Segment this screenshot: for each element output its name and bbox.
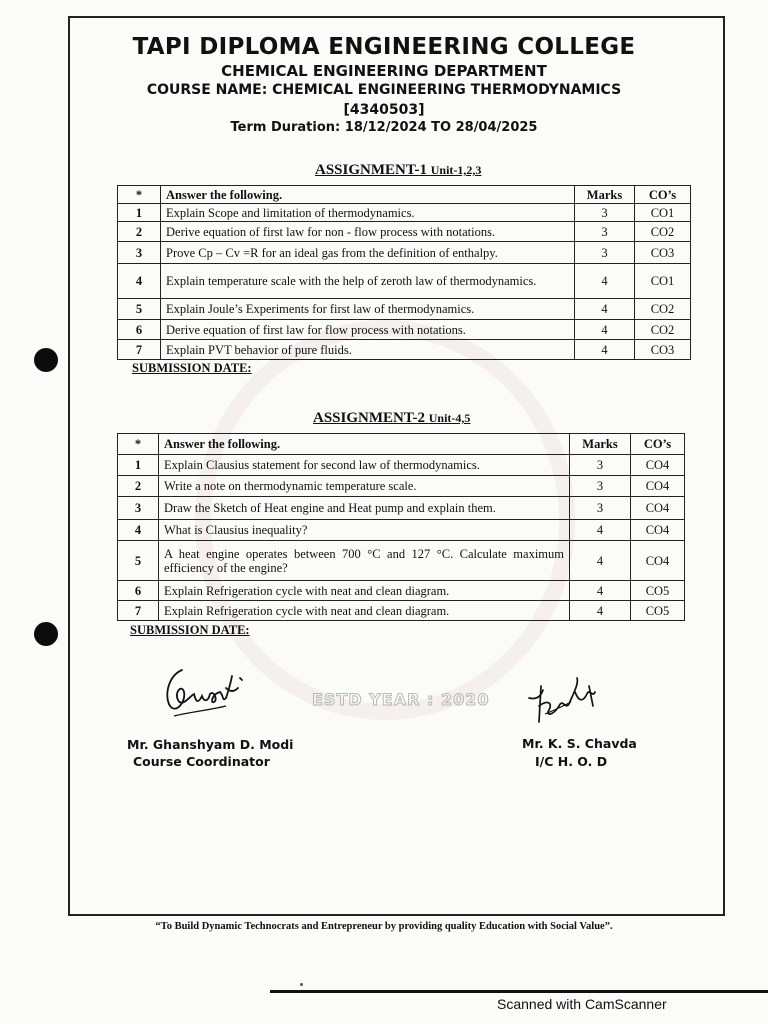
table-row: [118, 541, 685, 581]
question-text: A heat engine operates between 700 °C and 127 °C. Calculate maximum efficiency of the engine?: [159, 541, 570, 581]
col-co-header: CO’s: [635, 186, 691, 204]
table-row: [118, 320, 691, 340]
scan-speck: [300, 983, 303, 986]
col-question-header: Answer the following.: [159, 434, 570, 455]
row-number: 3: [118, 497, 159, 520]
co-value: CO1: [635, 204, 691, 222]
question-text: Explain Scope and limitation of thermodynamics.: [161, 204, 575, 222]
co-value: CO4: [631, 455, 685, 476]
col-marks-header: Marks: [575, 186, 635, 204]
co-value: CO4: [631, 520, 685, 541]
assignment-2-title: [313, 410, 470, 427]
marks-value: 3: [575, 222, 635, 242]
marks-value: 4: [575, 320, 635, 340]
marks-value: 4: [570, 541, 631, 581]
assignment-1-table: [117, 185, 691, 360]
co-value: CO2: [635, 320, 691, 340]
row-number: 1: [118, 204, 161, 222]
row-number: 5: [118, 299, 161, 320]
row-number: 4: [118, 264, 161, 299]
assignment-2-submission-date: SUBMISSION DATE:: [130, 623, 250, 637]
co-value: CO3: [635, 340, 691, 360]
row-number: 1: [118, 455, 159, 476]
coordinator-role: Course Coordinator: [133, 754, 270, 769]
college-motto: “To Build Dynamic Technocrats and Entrepreneur by providing quality Education with Social Value”.: [155, 921, 613, 932]
question-text: Prove Cp – Cv =R for an ideal gas from the definition of enthalpy.: [161, 242, 575, 264]
table-row: [118, 455, 685, 476]
question-text: Derive equation of first law for non - flow process with notations.: [161, 222, 575, 242]
college-name: TAPI DIPLOMA ENGINEERING COLLEGE: [132, 34, 636, 60]
col-question-header: Answer the following.: [161, 186, 575, 204]
assignment-1-unit: Unit-1,2,3: [430, 163, 482, 177]
table-row: [118, 299, 691, 320]
row-number: 7: [118, 601, 159, 621]
marks-value: 4: [575, 264, 635, 299]
col-sr-header: *: [118, 434, 159, 455]
assignment-2-unit: Unit-4,5: [428, 411, 471, 425]
question-text: Derive equation of first law for flow process with notations.: [161, 320, 575, 340]
camscanner-label: Scanned with CamScanner: [497, 996, 667, 1012]
course-name: COURSE NAME: CHEMICAL ENGINEERING THERMODYNAMICS: [146, 82, 622, 98]
assignment-1-title: [315, 162, 481, 179]
question-text: Explain Refrigeration cycle with neat and clean diagram.: [159, 581, 570, 601]
scanner-divider: [270, 990, 768, 993]
punch-hole-top: [34, 348, 58, 372]
marks-value: 4: [575, 340, 635, 360]
marks-value: 3: [575, 242, 635, 264]
question-text: Explain Joule’s Experiments for first law of thermodynamics.: [161, 299, 575, 320]
table-row: [118, 601, 685, 621]
table-row: [118, 497, 685, 520]
marks-value: 3: [570, 476, 631, 497]
co-value: CO4: [631, 497, 685, 520]
question-text: Explain Clausius statement for second law of thermodynamics.: [159, 455, 570, 476]
coordinator-name: Mr. Ghanshyam D. Modi: [127, 737, 294, 752]
hod-role: I/C H. O. D: [535, 754, 608, 769]
co-value: CO3: [635, 242, 691, 264]
marks-value: 3: [570, 455, 631, 476]
co-value: CO2: [635, 222, 691, 242]
marks-value: 3: [570, 497, 631, 520]
co-value: CO1: [635, 264, 691, 299]
question-text: What is Clausius inequality?: [159, 520, 570, 541]
table-row: [118, 242, 691, 264]
question-text: Explain temperature scale with the help of zeroth law of thermodynamics.: [161, 264, 575, 299]
col-marks-header: Marks: [570, 434, 631, 455]
assignment-1-heading: ASSIGNMENT-1: [315, 162, 427, 178]
row-number: 7: [118, 340, 161, 360]
punch-hole-bottom: [34, 622, 58, 646]
coordinator-signature: [160, 666, 250, 722]
co-value: CO5: [631, 581, 685, 601]
assignment-1-submission-date: SUBMISSION DATE:: [132, 361, 252, 375]
term-duration: Term Duration: 18/12/2024 TO 28/04/2025: [230, 120, 538, 135]
course-code: [4340503]: [343, 102, 425, 118]
row-number: 6: [118, 320, 161, 340]
department-name: CHEMICAL ENGINEERING DEPARTMENT: [221, 62, 547, 80]
question-text: Explain PVT behavior of pure fluids.: [161, 340, 575, 360]
table-row: [118, 476, 685, 497]
table-row: [118, 204, 691, 222]
question-text: Explain Refrigeration cycle with neat and clean diagram.: [159, 601, 570, 621]
marks-value: 4: [575, 299, 635, 320]
row-number: 2: [118, 476, 159, 497]
co-value: CO2: [635, 299, 691, 320]
row-number: 4: [118, 520, 159, 541]
table-row: [118, 520, 685, 541]
assignment-2-table: [117, 433, 685, 621]
assignment-2-heading: ASSIGNMENT-2: [313, 410, 425, 426]
co-value: CO5: [631, 601, 685, 621]
estd-watermark: ESTD YEAR : 2020: [312, 690, 490, 709]
co-value: CO4: [631, 476, 685, 497]
hod-name: Mr. K. S. Chavda: [522, 736, 637, 751]
col-co-header: CO’s: [631, 434, 685, 455]
row-number: 6: [118, 581, 159, 601]
row-number: 5: [118, 541, 159, 581]
marks-value: 4: [570, 520, 631, 541]
co-value: CO4: [631, 541, 685, 581]
table-row: [118, 581, 685, 601]
marks-value: 3: [575, 204, 635, 222]
table-row: [118, 340, 691, 360]
question-text: Write a note on thermodynamic temperature scale.: [159, 476, 570, 497]
marks-value: 4: [570, 581, 631, 601]
row-number: 3: [118, 242, 161, 264]
table-row: [118, 264, 691, 299]
hod-signature: [523, 676, 613, 732]
question-text: Draw the Sketch of Heat engine and Heat pump and explain them.: [159, 497, 570, 520]
table-row: [118, 222, 691, 242]
col-sr-header: *: [118, 186, 161, 204]
row-number: 2: [118, 222, 161, 242]
marks-value: 4: [570, 601, 631, 621]
